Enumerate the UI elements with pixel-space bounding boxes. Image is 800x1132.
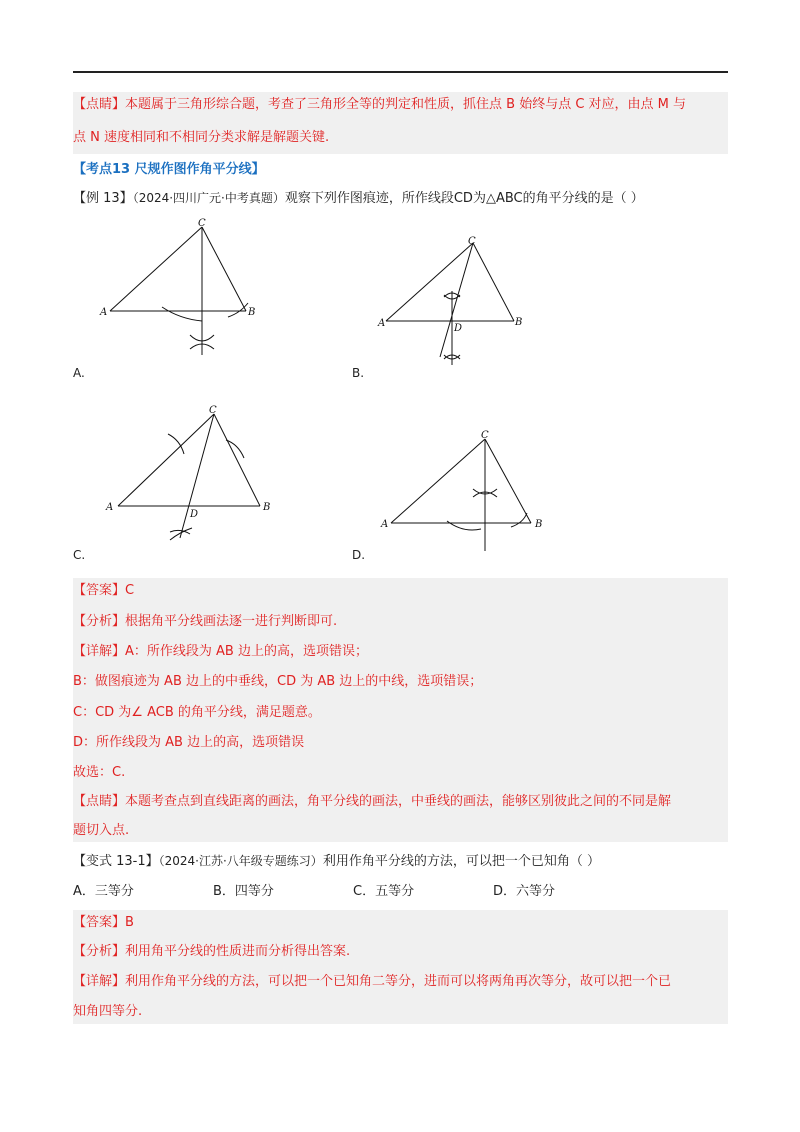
answer-2-tag: 【答案】 <box>73 915 126 930</box>
figure-d <box>375 425 550 559</box>
variant-tag: 【变式 13-1】 <box>73 854 159 869</box>
fig-a-label-c: C <box>198 218 206 229</box>
figure-c <box>100 400 280 554</box>
fig-c-label-c: C <box>209 405 217 416</box>
analysis-2-text: 利用角平分线的性质进而分析得出答案. <box>125 944 351 959</box>
example-tag: 【例 13】 <box>73 191 133 206</box>
variant-option-b: B．四等分 <box>213 884 274 899</box>
solution-block-2 <box>73 910 728 1024</box>
figure-b-svg <box>370 235 540 370</box>
fig-c-label-a: A <box>106 502 114 513</box>
detail-1-d: D：所作线段为 AB 边上的高，选项错误 <box>73 735 305 750</box>
fig-c-label-b: B <box>263 502 271 513</box>
dianjing-2-tag: 【点睛】 <box>73 794 126 809</box>
figure-c-svg <box>100 400 280 550</box>
figure-a-svg <box>90 215 270 360</box>
detail-1-b: B：做图痕迹为 AB 边上的中垂线，CD 为 AB 边上的中线，选项错误； <box>73 674 483 689</box>
answer-1-value: C <box>125 583 135 598</box>
detail-1-a-text: A：所作线段为 AB 边上的高，选项错误； <box>125 644 368 659</box>
variant-question <box>73 852 600 871</box>
dianjing-2-line1 <box>73 793 671 811</box>
example-question <box>73 189 644 208</box>
figure-d-svg <box>375 425 550 555</box>
variant-option-d: D．六等分 <box>493 884 556 899</box>
dianjing-1-line1 <box>73 96 686 114</box>
fig-b-label-d: D <box>454 323 463 334</box>
option-c-label: C. <box>73 548 86 562</box>
analysis-1-tag: 【分析】 <box>73 614 126 629</box>
dianjing-1-line2: 点 N 速度相同和不相同分类求解是解题关键. <box>73 130 330 145</box>
kaodian-title: 【考点13 尺规作图作角平分线】 <box>73 162 265 177</box>
variant-option-c: C．五等分 <box>353 884 415 899</box>
fig-d-label-c: C <box>481 430 489 441</box>
answer-2 <box>73 914 134 932</box>
dianjing-2-line2: 题切入点. <box>73 823 130 838</box>
figure-b <box>370 235 540 374</box>
answer-2-value: B <box>125 915 134 930</box>
detail-2-line1 <box>73 973 671 991</box>
example-text: 观察下列作图痕迹，所作线段CD为△ABC的角平分线的是（ ） <box>284 191 644 206</box>
fig-a-label-a: A <box>100 307 108 318</box>
header-rule <box>73 71 728 73</box>
example-source: （2024·四川广元·中考真题） <box>132 191 285 205</box>
fig-d-label-b: B <box>535 519 543 530</box>
dianjing-1-tag: 【点睛】 <box>73 97 126 112</box>
option-b-label: B. <box>352 366 365 380</box>
answer-1-tag: 【答案】 <box>73 583 126 598</box>
detail-1-c: C：CD 为∠ ACB 的角平分线，满足题意。 <box>73 705 321 720</box>
analysis-2-tag: 【分析】 <box>73 944 126 959</box>
analysis-2 <box>73 943 350 961</box>
dianjing-2-text1: 本题考查点到直线距离的画法，角平分线的画法，中垂线的画法，能够区别彼此之间的不同是解 <box>125 794 672 809</box>
fig-c-label-d: D <box>190 509 199 520</box>
fig-b-label-b: B <box>515 317 523 328</box>
detail-1-a <box>73 643 368 661</box>
option-d-label: D. <box>352 548 366 562</box>
analysis-1-text: 根据角平分线画法逐一进行判断即可. <box>125 614 338 629</box>
variant-source: （2024·江苏·八年级专题练习） <box>158 854 323 868</box>
detail-2-text1: 利用作角平分线的方法，可以把一个已知角二等分，进而可以将两角再次等分，故可以把一个已 <box>125 974 672 989</box>
option-a-label: A. <box>73 366 85 380</box>
detail-2-tag: 【详解】 <box>73 974 126 989</box>
detail-1-tag: 【详解】 <box>73 644 126 659</box>
fig-b-label-c: C <box>468 236 476 247</box>
fig-d-label-a: A <box>381 519 389 530</box>
variant-option-a: A．三等分 <box>73 884 134 899</box>
figure-a <box>90 215 270 364</box>
analysis-1 <box>73 613 337 631</box>
fig-a-label-b: B <box>248 307 256 318</box>
variant-text: 利用作角平分线的方法，可以把一个已知角（ ） <box>322 854 600 869</box>
fig-b-label-a: A <box>378 318 386 329</box>
detail-2-line2: 知角四等分. <box>73 1004 143 1019</box>
dianjing-1-text1: 本题属于三角形综合题，考查了三角形全等的判定和性质，抓住点 B 始终与点 C 对应，由点 M 与 <box>125 97 687 112</box>
detail-1-end: 故选：C. <box>73 765 126 780</box>
answer-1 <box>73 582 134 600</box>
